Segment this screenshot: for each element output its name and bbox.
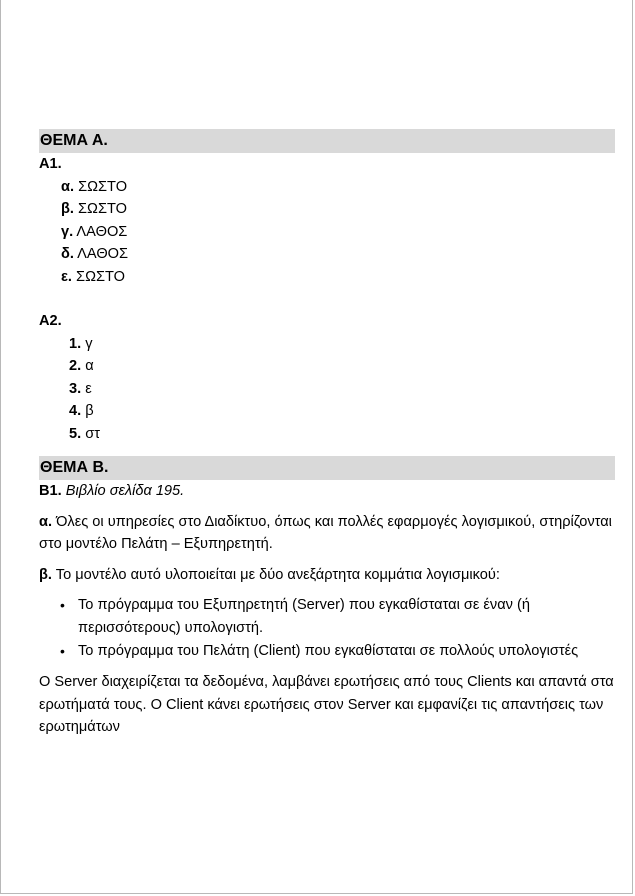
b1-label: Β1. bbox=[39, 483, 62, 499]
bullet-list bbox=[39, 594, 615, 663]
a1-item-answer: ΣΩΣΤΟ bbox=[76, 268, 126, 285]
beta-text: Το μοντέλο αυτό υλοποιείται με δύο ανεξάρτητα κομμάτια λογισμικού: bbox=[55, 566, 500, 583]
b1-reference: Βιβλίο σελίδα 195. bbox=[65, 483, 185, 499]
b1-line bbox=[39, 480, 615, 503]
alpha-paragraph bbox=[39, 511, 615, 556]
a2-item bbox=[39, 333, 615, 356]
a2-label: Α2. bbox=[39, 313, 62, 329]
a2-item-answer: α bbox=[85, 358, 94, 374]
a1-item-letter: α. bbox=[61, 178, 75, 195]
bullet-item bbox=[39, 594, 615, 640]
a1-item-answer: ΣΩΣΤΟ bbox=[78, 201, 127, 217]
a1-item bbox=[39, 243, 615, 266]
beta-label: β. bbox=[39, 566, 52, 583]
a1-item-answer: ΣΩΣΤΟ bbox=[78, 178, 128, 195]
spacer bbox=[39, 503, 615, 511]
a2-item bbox=[39, 355, 615, 378]
a2-item bbox=[39, 378, 615, 401]
a2-item bbox=[39, 400, 615, 423]
a2-item bbox=[39, 423, 615, 446]
bullet-text: Το πρόγραμμα του Εξυπηρετητή (Server) που εγκαθίσταται σε έναν (ή περισσότερους) υπολογιστή. bbox=[78, 597, 530, 636]
alpha-text: Όλες οι υπηρεσίες στο Διαδίκτυο, όπως και πολλές εφαρμογές λογισμικού, στηρίζονται στο μοντέλο Πελάτη – Εξυπηρετητή. bbox=[39, 513, 612, 552]
spacer bbox=[39, 556, 615, 564]
alpha-label: α. bbox=[39, 513, 53, 530]
bullet-item bbox=[39, 640, 615, 663]
a2-answer-list bbox=[39, 333, 615, 446]
a2-item-answer: γ bbox=[85, 335, 93, 352]
bullet-icon: • bbox=[60, 597, 65, 613]
a1-answer-list bbox=[39, 176, 615, 289]
section-a-heading: ΘΕΜΑ Α. bbox=[39, 129, 615, 153]
a1-item-letter: ε. bbox=[61, 268, 72, 285]
a2-item-number: 3. bbox=[69, 380, 82, 397]
a2-item-number: 1. bbox=[69, 335, 82, 352]
a1-item-letter: β. bbox=[61, 201, 74, 217]
spacer bbox=[39, 288, 615, 310]
closing-paragraph: Ο Server διαχειρίζεται τα δεδομένα, λαμβάνει ερωτήσεις από τους Clients και απαντά στα ερωτήματά τους. Ο Client κάνει ερωτήσεις στον Server και εμφανίζει τις απαντήσεις των ερωτημάτων bbox=[39, 674, 614, 735]
bullet-text: Το πρόγραμμα του Πελάτη (Client) που εγκαθίσταται σε πολλούς υπολογιστές bbox=[78, 643, 579, 659]
page-content bbox=[39, 129, 615, 739]
spacer bbox=[39, 445, 615, 456]
a1-item-letter: γ. bbox=[61, 223, 74, 240]
beta-paragraph bbox=[39, 564, 615, 587]
a2-item-answer: β bbox=[85, 403, 94, 419]
a1-item-answer: ΛΑΘΟΣ bbox=[77, 246, 129, 262]
a1-item-letter: δ. bbox=[61, 246, 74, 262]
spacer bbox=[39, 586, 615, 594]
a1-item-answer: ΛΑΘΟΣ bbox=[76, 223, 128, 240]
a1-item bbox=[39, 266, 615, 289]
a1-item bbox=[39, 198, 615, 221]
section-b-heading: ΘΕΜΑ Β. bbox=[39, 456, 615, 480]
a2-item-answer: στ bbox=[85, 425, 101, 442]
spacer bbox=[39, 663, 615, 671]
a2-item-number: 4. bbox=[69, 403, 82, 419]
bullet-icon: • bbox=[60, 643, 65, 659]
a2-item-number: 2. bbox=[69, 358, 82, 374]
a1-label: Α1. bbox=[39, 156, 62, 172]
a2-item-answer: ε bbox=[85, 380, 92, 397]
a2-item-number: 5. bbox=[69, 425, 82, 442]
a1-item bbox=[39, 176, 615, 199]
a1-item bbox=[39, 221, 615, 244]
